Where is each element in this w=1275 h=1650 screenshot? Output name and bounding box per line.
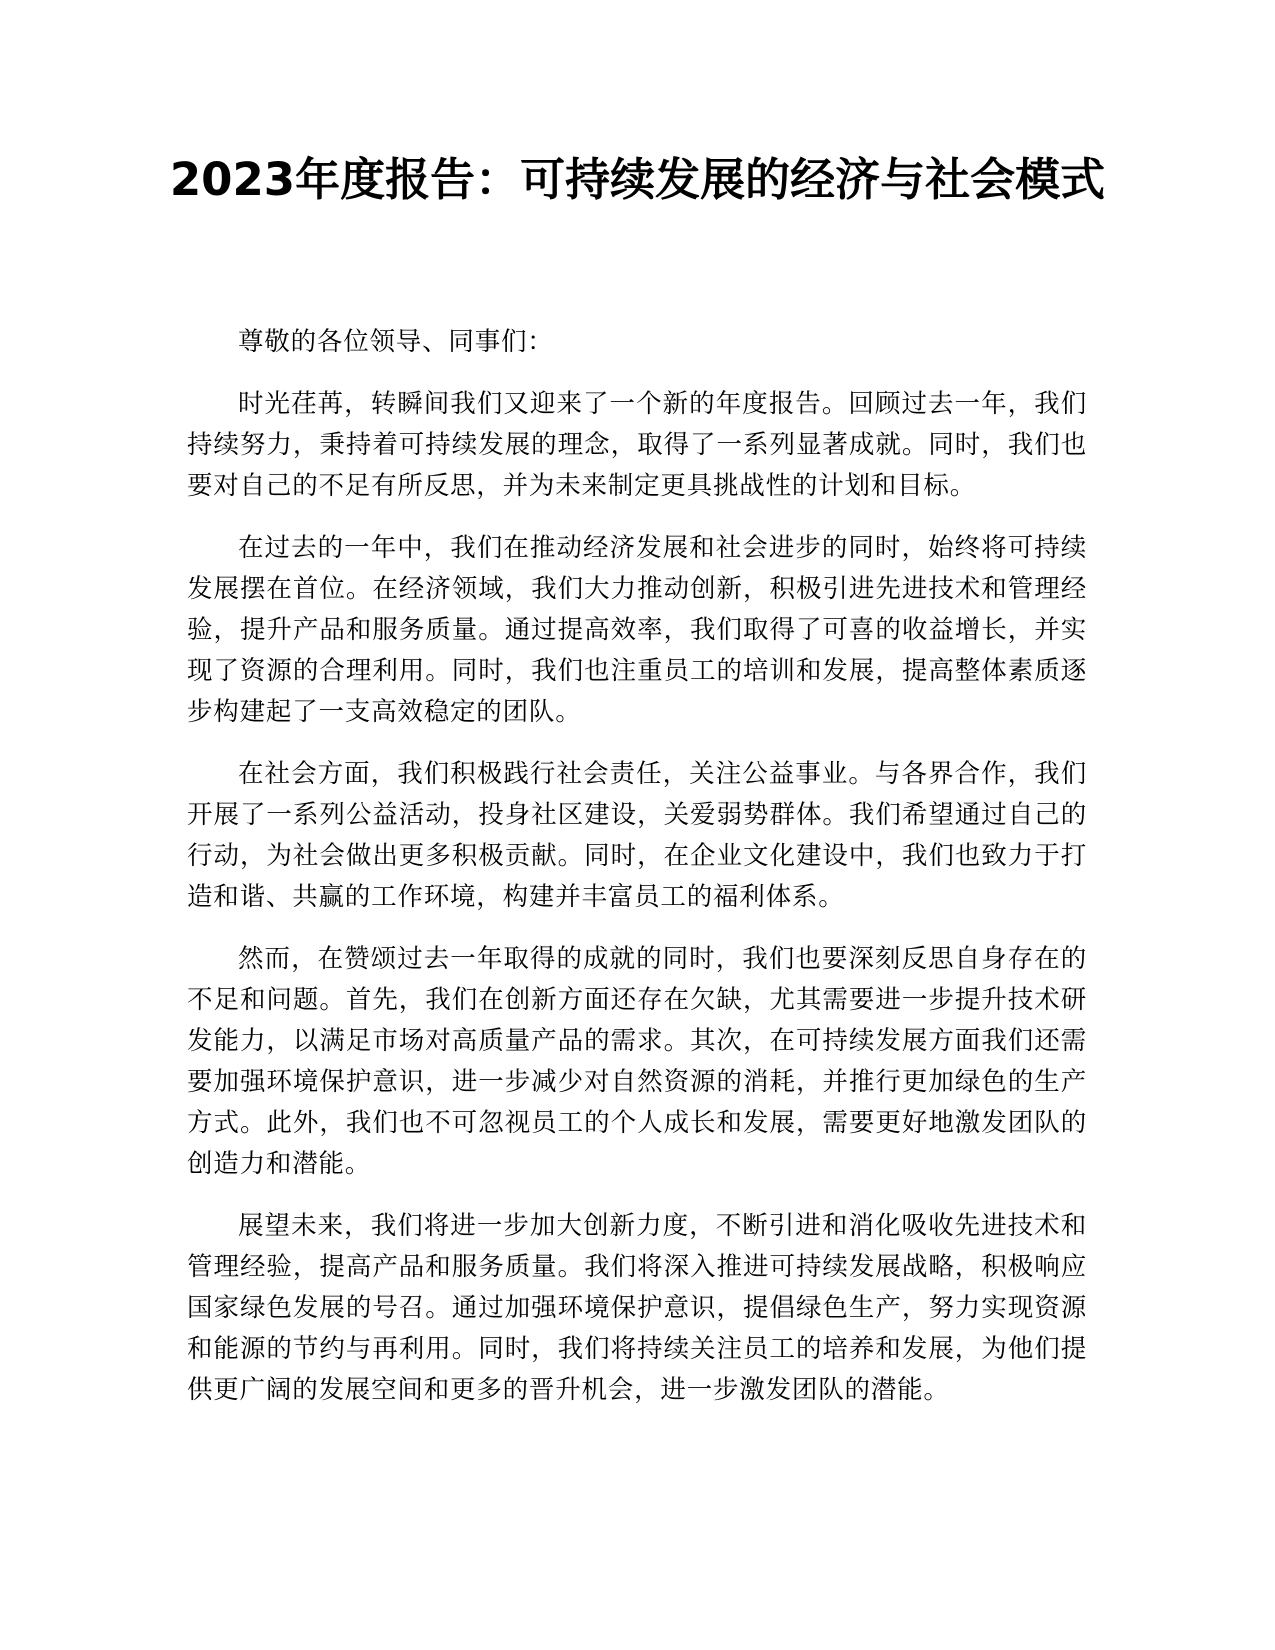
document-body	[187, 322, 1087, 1432]
paragraph-society: 在社会方面，我们积极践行社会责任，关注公益事业。与各界合作，我们开展了一系列公益活动，投身社区建设，关爱弱势群体。我们希望通过自己的行动，为社会做出更多积极贡献。同时，在企业文化建设中，我们也致力于打造和谐、共赢的工作环境，构建并丰富员工的福利体系。	[187, 759, 1087, 912]
paragraph-outlook: 展望未来，我们将进一步加大创新力度，不断引进和消化吸收先进技术和管理经验，提高产品和服务质量。我们将深入推进可持续发展战略，积极响应国家绿色发展的号召。通过加强环境保护意识，提倡绿色生产，努力实现资源和能源的节约与再利用。同时，我们将持续关注员工的培养和发展，为他们提供更广阔的发展空间和更多的晋升机会，进一步激发团队的潜能。	[187, 1211, 1087, 1405]
paragraph-shortcomings: 然而，在赞颂过去一年取得的成就的同时，我们也要深刻反思自身存在的不足和问题。首先，我们在创新方面还存在欠缺，尤其需要进一步提升技术研发能力，以满足市场对高质量产品的需求。其次，在可持续发展方面我们还需要加强环境保护意识，进一步减少对自然资源的消耗，并推行更加绿色的生产方式。此外，我们也不可忽视员工的个人成长和发展，需要更好地激发团队的创造力和潜能。	[187, 944, 1087, 1179]
salutation: 尊敬的各位领导、同事们：	[238, 327, 554, 357]
paragraph-review: 时光荏苒，转瞬间我们又迎来了一个新的年度报告。回顾过去一年，我们持续努力，秉持着可持续发展的理念，取得了一系列显著成就。同时，我们也要对自己的不足有所反思，并为未来制定更具挑战性的计划和目标。	[187, 389, 1087, 501]
document-title: 2023年度报告：可持续发展的经济与社会模式	[169, 153, 1106, 206]
paragraph-economy: 在过去的一年中，我们在推动经济发展和社会进步的同时，始终将可持续发展摆在首位。在经济领域，我们大力推动创新，积极引进先进技术和管理经验，提升产品和服务质量。通过提高效率，我们取得了可喜的收益增长，并实现了资源的合理利用。同时，我们也注重员工的培训和发展，提高整体素质逐步构建起了一支高效稳定的团队。	[187, 533, 1087, 727]
